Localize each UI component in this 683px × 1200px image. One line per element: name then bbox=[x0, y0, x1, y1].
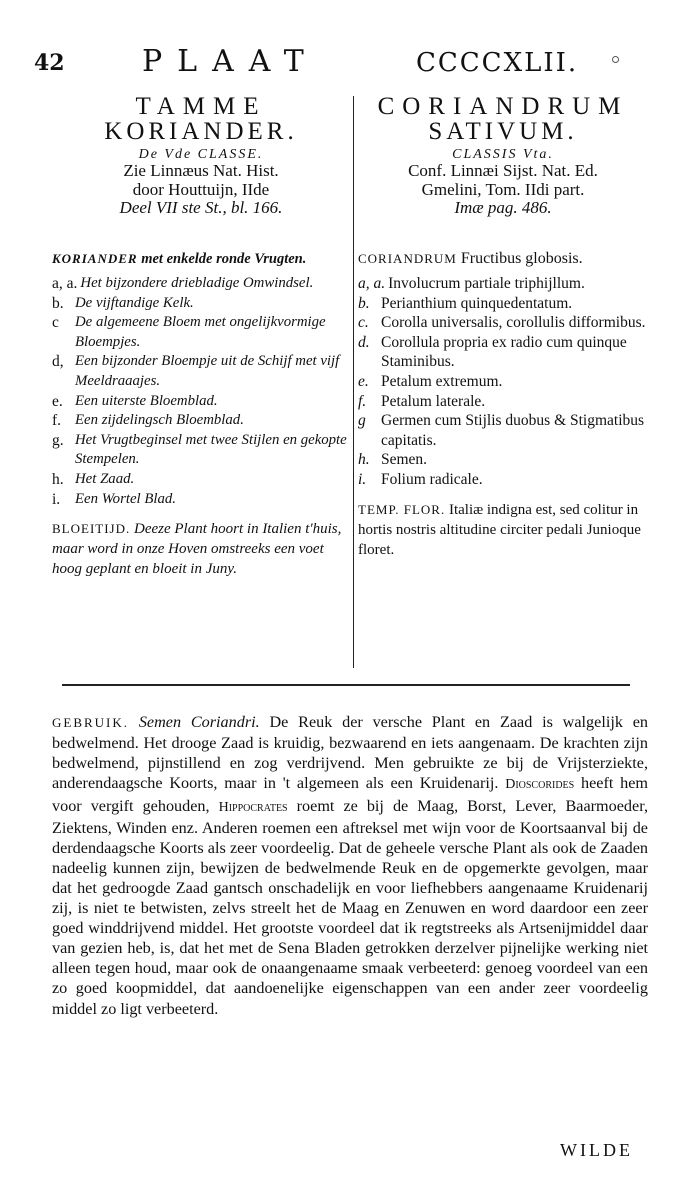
part-text: Germen cum Stijlis duobus & Stigmatibus capitatis. bbox=[381, 412, 645, 449]
usage-lead-sub: Semen Coriandri. bbox=[138, 713, 260, 732]
latin-subject-rest: Fructibus globosis. bbox=[460, 250, 583, 267]
part-label: g. bbox=[52, 431, 64, 449]
part-text: Een Wortel Blad. bbox=[75, 490, 176, 507]
list-item bbox=[358, 294, 648, 314]
latin-ref-line-1: Conf. Linnæi Sijst. Nat. Ed. bbox=[408, 161, 598, 180]
part-text: Een bijzonder Bloempje uit de Schijf met vijf Meeldraaajes. bbox=[75, 353, 340, 389]
part-text: Het Vrugtbeginsel met twee Stijlen en gekopte Stempelen. bbox=[75, 431, 347, 468]
part-label: i. bbox=[358, 470, 367, 488]
part-label: b. bbox=[358, 294, 370, 312]
part-label: d, bbox=[52, 353, 64, 371]
usage-text-3: roemt ze bij de Maag, Borst, Lever, Baarmoeder, Ziektens, Winden enz. Anderen roemen een aftreksel met wijn voor de Koortsaanval bij de derdendaagsche Koorts als zeer voordeelig. Dat de geheele versche Plant als ook de Zaaden nadeelig kunnen zijn, bewijzen de bedwelmende Reuk en de opgemerkte gevolgen, maar dat het gedroogde Zaad gantsch onschadelijk en voor liefhebbers aangenaame Kruidenarij zij, is niet te betwisten, zelvs streelt het de Maag en Zenuwen en word daardoor een zeer goed winddrijvend middel. Het grootste voordeel dat ik regtstreeks als Artsenijmiddel daar van gezien heb, is, dat het met de Sena Bladen getrokken derzelver pijnelijke werking niet alleen tegen houd, maar ook de onaangenaame smaak verbeeterd: genoeg voordeel van een zo goed koopmiddel, dat aandoenelijke eigenschappen van een ander zeer voordeelig middel zo ligt verbeeterd. bbox=[52, 796, 648, 1018]
latin-bloom-text: Italiæ indigna est, sed colitur in hortis nostris altitudine circiter pedali Junioque floret. bbox=[358, 501, 641, 558]
part-text: De vijftandige Kelk. bbox=[75, 294, 194, 311]
dutch-bloom-text: Deeze Plant hoort in Italien t'huis, maar word in onze Hoven omstreeks een voet hoog geplant en bloeit in Juny. bbox=[52, 521, 342, 578]
part-label: h. bbox=[358, 451, 370, 469]
part-text: Petalum laterale. bbox=[381, 392, 486, 410]
dutch-ref-line-3: Deel VII ste St., bl. 166. bbox=[119, 198, 283, 218]
list-item bbox=[52, 490, 350, 510]
latin-bloom-lead: TEMP. FLOR. bbox=[358, 501, 446, 517]
list-item bbox=[52, 411, 350, 431]
dot-mark bbox=[612, 56, 619, 63]
usage-text-1: De Reuk der versche Plant en Zaad is walgelijk en bedwelmend. Het drooge Zaad is kruidig, bezwaarend en iets aangenaam. De krachten zijn bedwelmend, pijnstillend en zog verdrijvend. Men gebruikte ze bij de Vrijsterziekte, anderendaagsche Koorts, maar in 't algemeen als een Kruidenarij. bbox=[52, 713, 648, 793]
plate-number: CCCCXLII. bbox=[416, 48, 579, 78]
list-item bbox=[52, 294, 350, 314]
dutch-class-line: De Vde CLASSE. bbox=[138, 147, 264, 162]
list-item bbox=[358, 313, 648, 333]
list-item bbox=[52, 313, 350, 352]
part-label: h. bbox=[52, 470, 64, 488]
part-text: De algemeene Bloem met ongelijkvormige Bloempjes. bbox=[75, 314, 326, 350]
latin-class-line: CLASSIS Vta. bbox=[452, 147, 554, 162]
dutch-bloom-paragraph bbox=[52, 519, 350, 579]
part-text: Semen. bbox=[381, 451, 428, 469]
part-label: f. bbox=[52, 412, 62, 430]
part-label: b. bbox=[52, 294, 64, 312]
part-label: a, a. bbox=[358, 275, 386, 292]
dutch-heading-group bbox=[52, 94, 350, 244]
usage-paragraph bbox=[52, 712, 648, 1018]
catchword: WILDE bbox=[560, 1140, 633, 1160]
dutch-ref-line-2: door Houttuijn, IIde bbox=[132, 179, 270, 199]
column-divider bbox=[353, 96, 354, 668]
usage-text-2: heeft hem voor vergift gehouden, bbox=[52, 774, 649, 815]
list-item bbox=[358, 450, 648, 470]
dutch-column bbox=[52, 94, 350, 594]
list-item bbox=[358, 274, 648, 294]
list-item bbox=[52, 274, 350, 294]
part-text: Het bijzondere driebladige Omwindsel. bbox=[80, 275, 314, 291]
list-item bbox=[358, 392, 648, 412]
latin-subject bbox=[358, 250, 648, 268]
part-text: Corolla universalis, corollulis difformibus. bbox=[381, 314, 646, 332]
part-text: Het Zaad. bbox=[75, 470, 135, 487]
latin-subject-lead: CORIANDRUM bbox=[358, 251, 457, 266]
part-text: Corollula propria ex radio cum quinque Staminibus. bbox=[381, 333, 627, 371]
section-rule bbox=[62, 684, 630, 686]
latin-heading-group bbox=[358, 94, 648, 244]
list-item bbox=[52, 352, 350, 391]
part-label: e. bbox=[358, 372, 369, 390]
latin-heading-line-2: SATIVUM. bbox=[428, 118, 578, 145]
list-item bbox=[52, 431, 350, 470]
dutch-heading-line-2: KORIANDER. bbox=[104, 118, 298, 145]
list-item bbox=[358, 333, 648, 372]
part-label: a, a. bbox=[52, 275, 78, 292]
part-label: i. bbox=[52, 490, 61, 508]
list-item bbox=[358, 470, 648, 490]
list-item bbox=[358, 372, 648, 392]
part-text: Petalum extremum. bbox=[381, 372, 503, 390]
dutch-part-list bbox=[52, 274, 350, 509]
latin-ref-line-3: Imæ pag. 486. bbox=[454, 198, 552, 218]
dutch-ref-line-1: Zie Linnæus Nat. Hist. bbox=[123, 161, 279, 180]
part-text: Involucrum partiale triphijllum. bbox=[388, 275, 585, 292]
latin-ref-line-2: Gmelini, Tom. IIdi part. bbox=[421, 179, 585, 199]
latin-heading-line-1: CORIANDRUM bbox=[377, 93, 629, 120]
part-label: f. bbox=[358, 392, 367, 410]
part-text: Een uiterste Bloemblad. bbox=[75, 392, 218, 409]
list-item bbox=[52, 470, 350, 490]
part-text: Folium radicale. bbox=[381, 470, 483, 488]
part-text: Een zijdelingsch Bloemblad. bbox=[75, 412, 244, 429]
part-label: g bbox=[358, 412, 366, 430]
part-label: c bbox=[52, 314, 59, 332]
running-title: PLAAT bbox=[142, 44, 319, 79]
latin-bloom-paragraph bbox=[358, 500, 648, 560]
dutch-subject bbox=[52, 250, 350, 268]
latin-column bbox=[358, 94, 648, 575]
usage-name-1: Dioscorides bbox=[505, 777, 575, 793]
latin-part-list bbox=[358, 274, 648, 490]
part-label: d. bbox=[358, 333, 370, 351]
list-item bbox=[358, 411, 648, 450]
dutch-bloom-lead: BLOEITIJD. bbox=[52, 521, 131, 537]
part-label: c. bbox=[358, 314, 369, 332]
dutch-heading-line-1: TAMME bbox=[135, 93, 267, 120]
dutch-subject-lead: KORIANDER bbox=[52, 251, 138, 266]
page-number: 42 bbox=[34, 50, 65, 76]
part-label: e. bbox=[52, 392, 63, 410]
dutch-subject-rest: met enkelde ronde Vrugten. bbox=[141, 251, 307, 267]
list-item bbox=[52, 392, 350, 412]
usage-lead: GEBRUIK. bbox=[52, 715, 130, 731]
usage-name-2: Hippocrates bbox=[218, 799, 288, 815]
part-text: Perianthium quinquedentatum. bbox=[381, 294, 573, 312]
running-head bbox=[34, 44, 634, 80]
